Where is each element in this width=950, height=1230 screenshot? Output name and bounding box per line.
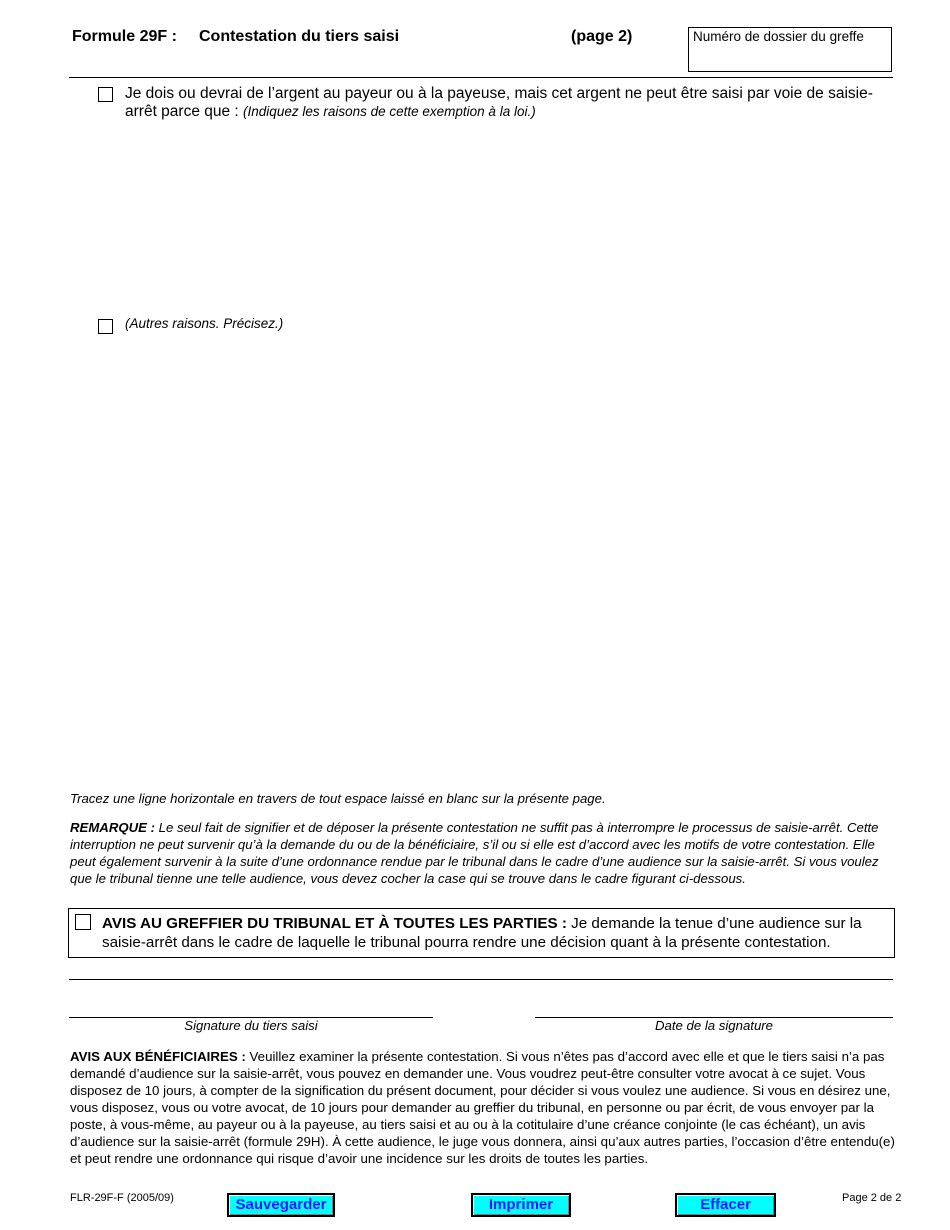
court-file-number-label: Numéro de dossier du greffe	[693, 29, 864, 44]
beneficiaries-notice-text: Veuillez examiner la présente contestation. Si vous n’êtes pas d’accord avec elle et que le tiers saisi n’a pas demandé d’audience sur la saisie-arrêt, vous pouvez en demander une. Vous voudrez peut-être consulter votre avocat à ce sujet. Vous disposez de 10 jours, à compter de la signification du présent document, pour décider si vous voulez une audience. Si vous en désirez une, vous disposez, vous ou votre avocat, de 10 jours pour demander au greffier du tribunal, en personne ou par écrit, de vous envoyer par la poste, à vous-même, au payeur ou à la payeuse, au tiers saisi et au ou à la cotitulaire d’une créance conjointe (le cas échéant), un avis d’audience sur la saisie-arrêt (formule 29H). À cette audience, le juge vous donnera, ainsi qu’aux autres parties, l’occasion d’être entendu(e) et peut rendre une ordonnance qui risque d’avoir une incidence sur les droits de toutes les parties.	[70, 1049, 895, 1166]
save-button[interactable]: Sauvegarder	[227, 1193, 335, 1217]
clerk-notice-label: AVIS AU GREFFIER DU TRIBUNAL ET À TOUTES LES PARTIES :	[102, 915, 567, 932]
exemption-checkbox[interactable]	[98, 87, 113, 102]
exemption-option-label: Je dois ou devrai de l’argent au payeur ou à la payeuse, mais cet argent ne peut être saisi par voie de saisie-arrêt parce que :	[125, 85, 873, 120]
section-divider	[69, 979, 893, 980]
exemption-option-hint: (Indiquez les raisons de cette exemption à la loi.)	[243, 104, 536, 119]
page-count: Page 2 de 2	[842, 1192, 902, 1204]
form-code: FLR-29F-F (2005/09)	[70, 1192, 174, 1204]
print-button[interactable]: Imprimer	[471, 1193, 571, 1217]
other-reasons-label: (Autres raisons. Précisez.)	[125, 316, 284, 331]
clear-button[interactable]: Effacer	[675, 1193, 776, 1217]
beneficiaries-notice-label: AVIS AUX BÉNÉFICIAIRES :	[70, 1049, 246, 1064]
header-divider	[69, 77, 893, 78]
signature-date-label: Date de la signature	[654, 1018, 774, 1033]
form-title: Contestation du tiers saisi	[199, 28, 400, 45]
other-reasons-checkbox[interactable]	[98, 319, 113, 334]
court-file-number-field[interactable]	[688, 27, 892, 72]
remark-label: REMARQUE :	[70, 820, 155, 835]
beneficiaries-notice	[70, 1048, 898, 1167]
remark-text: Le seul fait de signifier et de déposer la présente contestation ne suffit pas à interrompre le processus de saisie-arrêt. Cette interruption ne peut survenir qu’à la demande du ou de la bénéficiaire, s’il ou si elle est d’accord avec les motifs de votre contestation. Elle peut également survenir à la suite d’une ordonnance rendue par le tribunal dans le cadre d’une audience sur la saisie-arrêt. Si vous voulez que le tribunal tienne une telle audience, vous devez cocher la case qui se trouve dans le cadre figurant ci-dessous.	[70, 820, 879, 886]
clerk-notice-text	[102, 914, 888, 952]
remark-paragraph	[70, 819, 894, 887]
exemption-option-text	[125, 85, 885, 121]
form-number: Formule 29F :	[72, 28, 177, 45]
signature-label: Signature du tiers saisi	[184, 1018, 318, 1033]
blank-space-instruction: Tracez une ligne horizontale en travers de tout espace laissé en blanc sur la présente page.	[70, 791, 606, 806]
hearing-request-checkbox[interactable]	[75, 914, 91, 930]
clerk-notice-body: Je demande la tenue d’une audience sur la saisie-arrêt dans le cadre de laquelle le tribunal pourra rendre une décision quant à la présente contestation.	[102, 915, 862, 951]
page-indicator: (page 2)	[571, 28, 633, 45]
